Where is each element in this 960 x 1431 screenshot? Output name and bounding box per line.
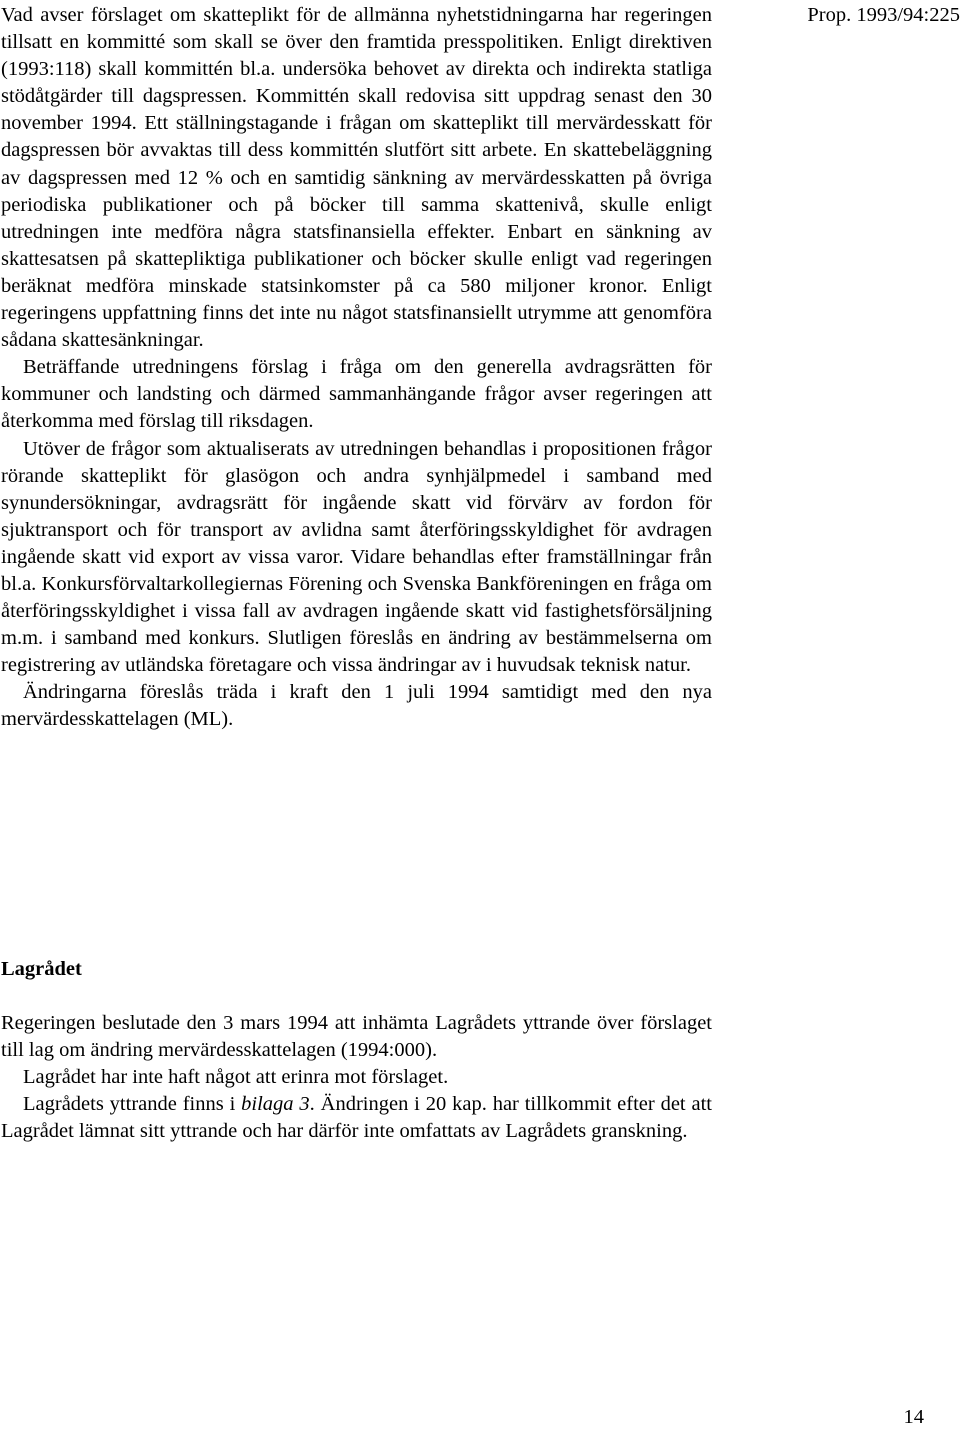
paragraph: Regeringen beslutade den 3 mars 1994 att inhämta Lagrådets yttrande över förslaget till lag om ändring mervärdesskattelagen (1994:000).	[1, 1012, 712, 1062]
paragraph: Vad avser förslaget om skatteplikt för de allmänna nyhetstidningarna har regeringen tillsatt en kommitté som skall se över den framtida presspolitiken. Enligt direktiven (1993:118) skall kommittén bl.a. undersöka behovet av direkta och indirekta statliga stödåtgärder till dagspressen. Kommittén skall redovisa sitt uppdrag senast den 30 november 1994. Ett ställningstagande i frågan om skatteplikt till mervärdesskatt för dagspressen bör avvaktas till dess kommittén slutfört sitt arbete. En skattebeläggning av dagspressen med 12 % och en samtidig sänkning av mervärdesskatten på övriga periodiska publikationer och på böcker till samma skattenivå, skulle enligt utredningen inte medföra några statsfinansiella effekter. Enbart en sänkning av skattesatsen på skattepliktiga publikationer och böcker skulle enligt vad regeringen beräknat medföra minskade statsinkomster på ca 580 miljoner kronor. Enligt regeringens uppfattning finns det inte nu något statsfinansiellt utrymme att genomföra sådana skattesänkningar.	[1, 4, 712, 352]
paragraph: Beträffande utredningens förslag i fråga om den generella avdragsrätten för kommuner och landsting och därmed sammanhängande frågor avser regeringen att återkomma med förslag till riksdagen.	[1, 356, 712, 433]
paragraph: Lagrådet har inte haft något att erinra mot förslaget.	[23, 1066, 449, 1089]
page-number: 14	[903, 1406, 924, 1428]
paragraph	[1, 1091, 712, 1145]
main-text-column	[1, 2, 712, 734]
paragraph-text: Lagrådets yttrande finns i	[23, 1093, 242, 1116]
lagradet-text-column	[1, 1010, 712, 1145]
section-heading: Lagrådet	[1, 958, 82, 980]
paragraph: Ändringarna föreslås träda i kraft den 1 juli 1994 samtidigt med den nya mervärdesskattelagen (ML).	[1, 681, 712, 731]
paragraph: Utöver de frågor som aktualiserats av utredningen behandlas i propositionen frågor rörande skatteplikt för glasögon och andra synhjälpmedel i samband med synundersökningar, avdragsrätt för ingående skatt vid förvärv av fordon för sjuktransport och för transport av avlidna samt återföringsskyldighet för avdragen ingående skatt vid export av vissa varor. Vidare behandlas efter framställningar från bl.a. Konkursförvaltarkollegiernas Förening och Svenska Bankföreningen en fråga om återföringsskyldighet i vissa fall av avdragen ingående skatt vid fastighetsförsäljning m.m. i samband med konkurs. Slutligen föreslås en ändring av bestämmelserna om registrering av utländska företagare och vissa ändringar av i huvudsak teknisk natur.	[1, 437, 712, 677]
italic-reference: bilaga 3	[241, 1093, 310, 1116]
page-reference: Prop. 1993/94:225	[807, 4, 960, 26]
paragraph-text: . Ändringen i 20 kap. har tillkommit efter det att Lagrådet lämnat sitt yttrande och har därför inte omfattats av Lagrådets granskning.	[1, 1093, 712, 1143]
